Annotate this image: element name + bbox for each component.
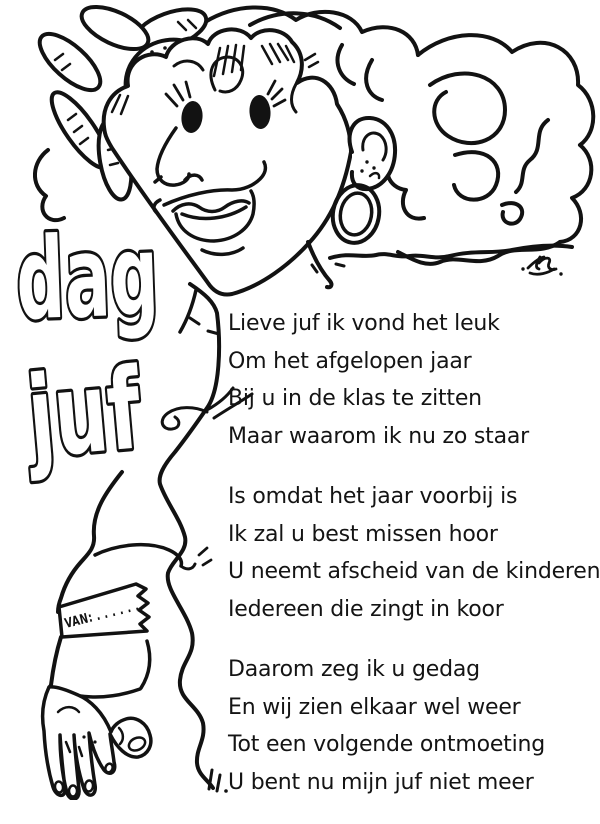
hand-drawing (43, 687, 151, 799)
poem-line: Maar waarom ik nu zo staar (228, 423, 530, 449)
name-band-label: VAN: . . . . . . (63, 591, 168, 632)
poem-line: Om het afgelopen jaar (228, 348, 472, 374)
poem-stanza-2 (228, 478, 600, 628)
ear (350, 118, 395, 189)
poem-stanza-1 (228, 305, 588, 455)
poem-line: Ik zal u best missen hoor (228, 521, 498, 547)
title-word-juf: juf (22, 339, 201, 484)
poem-line: Iedereen die zingt in koor (228, 596, 504, 622)
poem-stanza-3 (228, 651, 588, 801)
title-word-dag: dag (14, 207, 255, 346)
poem-line: U neemt afscheid van de kinderen (228, 559, 600, 584)
poem-line: En wij zien elkaar wel weer (228, 694, 521, 720)
name-band (59, 584, 168, 637)
poem-line: U bent nu mijn juf niet meer (228, 769, 534, 795)
poem-line: Tot een volgende ontmoeting (228, 732, 546, 757)
title-dag-juf (14, 207, 255, 484)
poem-line: Daarom zeg ik u gedag (228, 657, 480, 682)
artist-signature (521, 257, 562, 276)
poem-text (228, 305, 600, 824)
fold-dashes (199, 548, 211, 565)
poem-line: Is omdat het jaar voorbij is (228, 484, 518, 509)
poem-line: Lieve juf ik vond het leuk (228, 311, 500, 336)
poem-line: Bij u in de klas te zitten (228, 386, 482, 411)
